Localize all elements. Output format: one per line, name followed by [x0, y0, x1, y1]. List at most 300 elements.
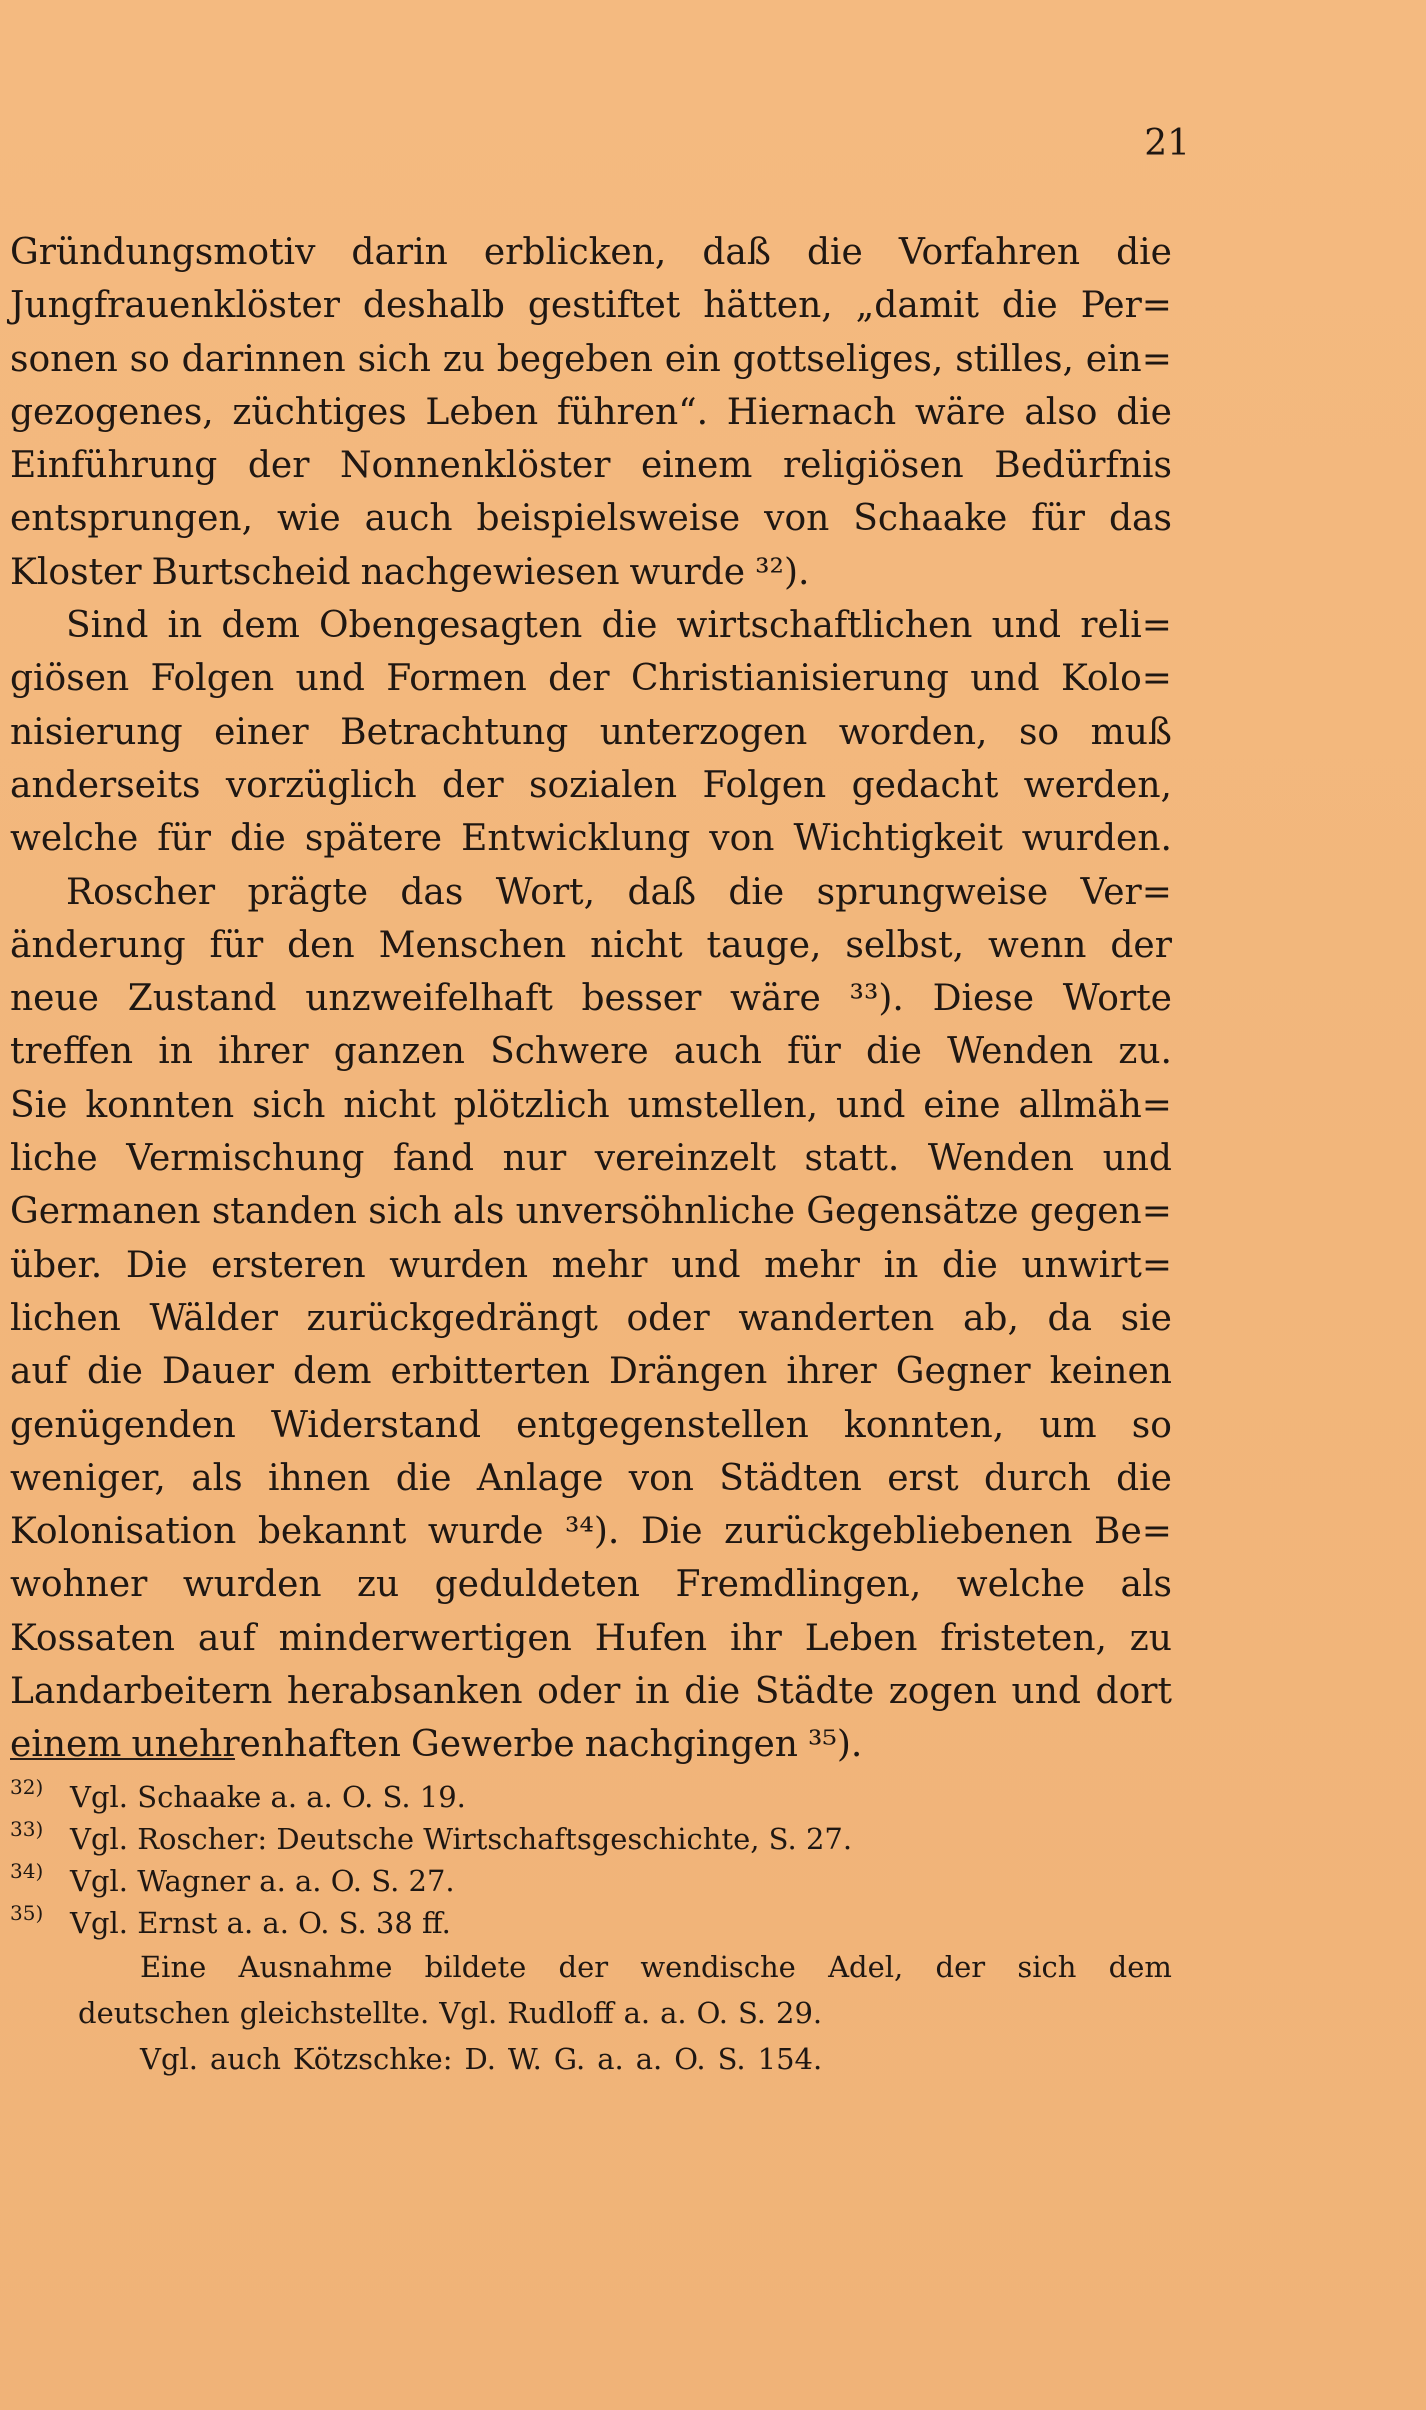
word: Per=	[1080, 285, 1172, 327]
word: von	[764, 498, 830, 540]
word: und	[295, 658, 365, 700]
word: auch	[210, 2042, 281, 2076]
word: gottseliges,	[732, 338, 944, 380]
word: unversöhnliche	[515, 1191, 796, 1233]
word: in	[883, 1244, 919, 1286]
word: die	[728, 871, 785, 913]
word: die	[395, 1457, 452, 1499]
word: dort	[1095, 1671, 1172, 1713]
word: Vgl.	[439, 1996, 498, 2030]
word: sich	[252, 1084, 326, 1126]
word: herabsanken	[286, 1671, 523, 1713]
word: und	[1011, 1671, 1081, 1713]
word: hätten,	[703, 285, 833, 327]
word: in	[158, 1031, 193, 1073]
word: zurückgedrängt	[306, 1297, 598, 1339]
word: Fremdlingen,	[675, 1564, 922, 1606]
word: Wenden	[947, 1031, 1094, 1073]
word: die	[87, 1351, 143, 1393]
word: Diese	[932, 978, 1035, 1020]
word: Zustand	[127, 978, 277, 1020]
word: und	[1102, 1138, 1172, 1180]
word: nachgingen	[584, 1724, 798, 1766]
word: auch	[364, 498, 453, 540]
word: minderwertigen	[278, 1617, 572, 1659]
word: Kolo=	[1060, 658, 1172, 700]
word: zu.	[1118, 1031, 1172, 1073]
footnote	[10, 1902, 1172, 1944]
footnote	[10, 1776, 1172, 1818]
word: züchtiges	[232, 391, 407, 433]
footnotes	[10, 1776, 1172, 2082]
word: Sie	[10, 1084, 68, 1126]
word: sonen	[10, 338, 118, 380]
word: Vermischung	[126, 1138, 365, 1180]
page-number: 21	[1144, 123, 1190, 164]
word: zogen	[888, 1671, 997, 1713]
word: Burtscheid	[151, 551, 351, 593]
word: spätere	[304, 818, 443, 860]
text-line	[10, 386, 1172, 439]
text-line	[10, 1025, 1172, 1078]
word: Anlage	[476, 1457, 604, 1499]
word: gedacht	[851, 764, 999, 806]
word: und	[836, 1084, 906, 1126]
word: Gründungsmotiv	[10, 232, 316, 273]
word: Schwere	[490, 1031, 649, 1073]
footnote-mark: 33)	[10, 1817, 44, 1841]
word: ³⁵).	[807, 1724, 863, 1766]
word: führen“.	[556, 391, 709, 433]
word: a.	[597, 2042, 624, 2076]
word: durch	[983, 1457, 1091, 1499]
word: deutschen	[78, 1996, 230, 2030]
word: O.	[674, 2042, 706, 2076]
word: einem	[10, 1724, 122, 1766]
word: genügenden	[10, 1404, 236, 1446]
word: ihnen	[267, 1457, 371, 1499]
word: Bedürfnis	[994, 445, 1172, 487]
text-line	[10, 919, 1172, 972]
text-line	[10, 492, 1172, 545]
footnote-text: Vgl. Wagner a. a. O. S. 27.	[70, 1864, 455, 1898]
word: W.	[507, 2042, 542, 2076]
word: um	[1039, 1404, 1097, 1446]
word: Vgl.	[140, 2042, 198, 2076]
word: die	[684, 1671, 741, 1713]
word: Leben	[804, 1617, 918, 1659]
word: ganzen	[333, 1031, 465, 1073]
word: Folgen	[702, 764, 827, 806]
footnote-mark: 32)	[10, 1775, 44, 1799]
word: „damit	[855, 285, 979, 327]
word: Wort,	[495, 871, 596, 913]
word: Gegner	[895, 1351, 1031, 1393]
word: der	[558, 1950, 609, 1984]
word: treffen	[10, 1031, 134, 1073]
word: S.	[717, 2042, 746, 2076]
word: dem	[221, 605, 300, 647]
word: gegen=	[1029, 1191, 1172, 1233]
word: entsprungen,	[10, 498, 254, 540]
word: Worte	[1062, 978, 1172, 1020]
text-line	[10, 1399, 1172, 1452]
word: als	[191, 1457, 243, 1499]
word: der	[548, 658, 610, 700]
word: ihrer	[786, 1351, 877, 1393]
word: so	[129, 338, 170, 380]
word: geduldeten	[434, 1564, 640, 1606]
footnote-continuation	[10, 1990, 1172, 2036]
word: die	[601, 605, 658, 647]
footnote-continuation	[10, 1944, 1172, 1990]
word: Rudloff	[507, 1996, 614, 2030]
word: giösen	[10, 658, 130, 700]
word: eine	[923, 1084, 1001, 1126]
word: Adel,	[828, 1950, 904, 1984]
word: Entwicklung	[461, 818, 691, 860]
text-line	[10, 759, 1172, 812]
word: mehr	[551, 1244, 648, 1286]
word: plötzlich	[453, 1084, 610, 1126]
word: ersteren	[211, 1244, 366, 1286]
word: nicht	[590, 924, 683, 966]
text-line	[10, 1452, 1172, 1505]
word: wanderten	[738, 1297, 935, 1339]
word: der	[1110, 924, 1172, 966]
text-line	[10, 652, 1172, 705]
word: statt.	[804, 1138, 900, 1180]
word: darin	[351, 232, 448, 273]
word: einer	[214, 711, 309, 753]
word: nisierung	[10, 711, 183, 753]
word: und	[671, 1244, 741, 1286]
word: a.	[635, 2042, 663, 2076]
word: Betrachtung	[340, 711, 569, 753]
footnote-divider	[10, 1758, 235, 1760]
text-line	[10, 226, 1172, 279]
word: in	[167, 605, 203, 647]
word: ³⁴).	[564, 1511, 620, 1553]
footnote-text: Vgl. Roscher: Deutsche Wirtschaftsgeschichte, S. 27.	[70, 1822, 853, 1856]
word: ein	[664, 338, 721, 380]
word: Städten	[719, 1457, 862, 1499]
word: für	[209, 924, 264, 966]
word: Wenden	[927, 1138, 1074, 1180]
word: nur	[502, 1138, 567, 1180]
word: erst	[887, 1457, 959, 1499]
text-line	[10, 1558, 1172, 1611]
word: wendische	[640, 1950, 796, 1984]
word: Roscher	[66, 871, 216, 913]
word: zurückgebliebenen	[724, 1511, 1073, 1553]
word: Leben	[425, 391, 539, 433]
word: als	[1120, 1564, 1172, 1606]
text-line	[10, 1505, 1172, 1558]
word: entgegenstellen	[516, 1404, 809, 1446]
word: worden,	[838, 711, 988, 753]
word: der	[247, 445, 310, 487]
word: die	[1001, 285, 1058, 327]
word: liche	[10, 1138, 98, 1180]
word: konnten	[85, 1084, 235, 1126]
word: neue	[10, 978, 99, 1020]
word: a.	[660, 1996, 687, 2030]
word: S.	[737, 1996, 766, 2030]
word: werden,	[1023, 764, 1172, 806]
word: Landarbeitern	[10, 1671, 273, 1713]
word: Gegensätze	[806, 1191, 1019, 1233]
word: prägte	[247, 871, 369, 913]
word: religiösen	[782, 445, 964, 487]
text-line	[10, 1345, 1172, 1398]
word: stilles,	[955, 338, 1074, 380]
word: die	[941, 1244, 998, 1286]
text-line	[10, 599, 1172, 652]
body-text	[10, 226, 1172, 1772]
word: ³²).	[755, 551, 810, 593]
word: keinen	[1049, 1351, 1172, 1393]
word: fristeten,	[940, 1617, 1107, 1659]
word: Gewerbe	[410, 1724, 575, 1766]
word: in	[634, 1671, 670, 1713]
word: Formen	[386, 658, 527, 700]
word: Vorfahren	[898, 232, 1081, 273]
word: den	[287, 924, 355, 966]
word: Be=	[1094, 1511, 1172, 1553]
text-line	[10, 866, 1172, 919]
word: das	[400, 871, 464, 913]
word: ihrer	[218, 1031, 309, 1073]
text-line	[10, 812, 1172, 865]
word: nachgewiesen	[360, 551, 620, 593]
word: Dauer	[161, 1351, 274, 1393]
text-line	[10, 546, 1172, 599]
word: ihr	[729, 1617, 782, 1659]
word: weniger,	[10, 1457, 166, 1499]
word: Hufen	[594, 1617, 708, 1659]
word: auch	[673, 1031, 762, 1073]
word: wurde	[427, 1511, 544, 1553]
word: Germanen	[10, 1191, 201, 1233]
word: O.	[696, 1996, 728, 2030]
word: sich	[1017, 1950, 1077, 1984]
word: fand	[392, 1138, 475, 1180]
word: beispielsweise	[476, 498, 741, 540]
word: da	[1047, 1297, 1093, 1339]
word: vereinzelt	[594, 1138, 776, 1180]
word: 154.	[757, 2042, 823, 2076]
word: wie	[277, 498, 341, 540]
word: unzweifelhaft	[305, 978, 553, 1020]
text-line	[10, 1185, 1172, 1238]
word: für	[1031, 498, 1085, 540]
word: reli=	[1080, 605, 1172, 647]
word: mehr	[764, 1244, 860, 1286]
word: zu	[357, 1564, 400, 1606]
word: die	[229, 818, 286, 860]
word: anderseits	[10, 764, 201, 806]
word: Christianisierung	[630, 658, 949, 700]
word: Folgen	[150, 658, 275, 700]
footnote-text: Vgl. Ernst a. a. O. S. 38 ff.	[70, 1906, 451, 1940]
word: einem	[640, 445, 753, 487]
word: daß	[702, 232, 771, 273]
word: sozialen	[528, 764, 678, 806]
word: Wichtigkeit	[793, 818, 1003, 860]
footnote-continuation	[10, 2036, 1172, 2082]
word: lichen	[10, 1297, 121, 1339]
word: Jungfrauenklöster	[10, 285, 340, 327]
word: auf	[197, 1617, 256, 1659]
word: daß	[627, 871, 697, 913]
word: für	[157, 818, 211, 860]
word: tauge,	[706, 924, 822, 966]
word: Die	[640, 1511, 703, 1553]
word: standen	[211, 1191, 357, 1233]
word: unwirt=	[1021, 1244, 1172, 1286]
word: und	[970, 658, 1040, 700]
word: die	[806, 232, 863, 273]
word: Die	[125, 1244, 188, 1286]
word: sie	[1120, 1297, 1172, 1339]
word: wäre	[730, 978, 821, 1020]
word: Städte	[754, 1671, 875, 1713]
word: änderung	[10, 924, 186, 966]
word: so	[1018, 711, 1060, 753]
word: auf	[10, 1351, 68, 1393]
word: allmäh=	[1018, 1084, 1172, 1126]
word: bildete	[424, 1950, 527, 1984]
word: wurden	[182, 1564, 322, 1606]
word: erbitterten	[390, 1351, 590, 1393]
word: Kossaten	[10, 1617, 175, 1659]
word: als	[452, 1191, 505, 1233]
word: wohner	[10, 1564, 148, 1606]
word: nicht	[343, 1084, 436, 1126]
word: a.	[623, 1996, 651, 2030]
word: Schaake	[853, 498, 1008, 540]
word: Ver=	[1080, 871, 1172, 913]
word: sich	[368, 1191, 442, 1233]
word: Menschen	[378, 924, 567, 966]
word: wäre	[914, 391, 1006, 433]
word: über.	[10, 1244, 103, 1286]
word: so	[1131, 1404, 1172, 1446]
word: besser	[581, 978, 702, 1020]
word: Drängen	[609, 1351, 768, 1393]
word: sich	[357, 338, 431, 380]
footnote-text: Vgl. Schaake a. a. O. S. 19.	[70, 1780, 466, 1814]
word: bekannt	[257, 1511, 407, 1553]
word: gezogenes,	[10, 391, 214, 433]
word: Hiernach	[726, 391, 897, 433]
word: 29.	[776, 1996, 823, 2030]
word: Obengesagten	[319, 605, 583, 647]
word: also	[1024, 391, 1098, 433]
word: die	[866, 1031, 922, 1073]
word: für	[787, 1031, 841, 1073]
word: unehrenhaften	[131, 1724, 401, 1766]
word: von	[709, 818, 775, 860]
text-line	[10, 279, 1172, 332]
text-line	[10, 1292, 1172, 1345]
word: gestiftet	[527, 285, 681, 327]
word: Kötzschke:	[292, 2042, 453, 2076]
text-line	[10, 1132, 1172, 1185]
text-line	[10, 1718, 1172, 1771]
word: Kolonisation	[10, 1511, 237, 1553]
word: Ausnahme	[238, 1950, 393, 1984]
text-line	[10, 1079, 1172, 1132]
word: begeben	[496, 338, 653, 380]
footnote	[10, 1860, 1172, 1902]
word: und	[991, 605, 1062, 647]
word: Eine	[140, 1950, 207, 1984]
word: dem	[1108, 1950, 1172, 1984]
text-line	[10, 439, 1172, 492]
word: ab,	[962, 1297, 1019, 1339]
word: erblicken,	[483, 232, 667, 273]
word: welche	[10, 818, 139, 860]
word: ein=	[1085, 338, 1172, 380]
word: Sind	[66, 605, 149, 647]
word: muß	[1090, 711, 1172, 753]
word: deshalb	[362, 285, 505, 327]
word: wurde	[629, 551, 746, 593]
word: die	[1116, 232, 1172, 273]
word: zu	[1129, 1617, 1172, 1659]
word: unterzogen	[599, 711, 808, 753]
word: Einführung	[10, 445, 218, 487]
word: die	[1116, 1457, 1172, 1499]
word: gleichstellte.	[239, 1996, 430, 2030]
word: dem	[292, 1351, 372, 1393]
word: umstellen,	[627, 1084, 819, 1126]
word: ³³).	[849, 978, 904, 1020]
word: Wälder	[149, 1297, 278, 1339]
word: darinnen	[181, 338, 346, 380]
footnote-mark: 34)	[10, 1859, 44, 1883]
word: Nonnenklöster	[339, 445, 611, 487]
text-line	[10, 972, 1172, 1025]
word: D.	[464, 2042, 496, 2076]
word: das	[1108, 498, 1172, 540]
text-line	[10, 333, 1172, 386]
word: sprungweise	[816, 871, 1049, 913]
word: wurden	[389, 1244, 529, 1286]
word: wirtschaftlichen	[676, 605, 973, 647]
word: vorzüglich	[225, 764, 417, 806]
text-line	[10, 1665, 1172, 1718]
footnote-mark: 35)	[10, 1901, 44, 1925]
word: von	[628, 1457, 694, 1499]
footnote	[10, 1818, 1172, 1860]
text-line	[10, 1612, 1172, 1665]
word: G.	[553, 2042, 586, 2076]
word: der	[442, 764, 504, 806]
word: Widerstand	[270, 1404, 482, 1446]
word: zu	[442, 338, 485, 380]
text-line	[10, 1239, 1172, 1292]
word: wurden.	[1021, 818, 1172, 860]
word: konnten,	[843, 1404, 1005, 1446]
word: selbst,	[845, 924, 965, 966]
word: wenn	[987, 924, 1087, 966]
word: die	[1116, 391, 1172, 433]
word: welche	[956, 1564, 1086, 1606]
text-line	[10, 706, 1172, 759]
